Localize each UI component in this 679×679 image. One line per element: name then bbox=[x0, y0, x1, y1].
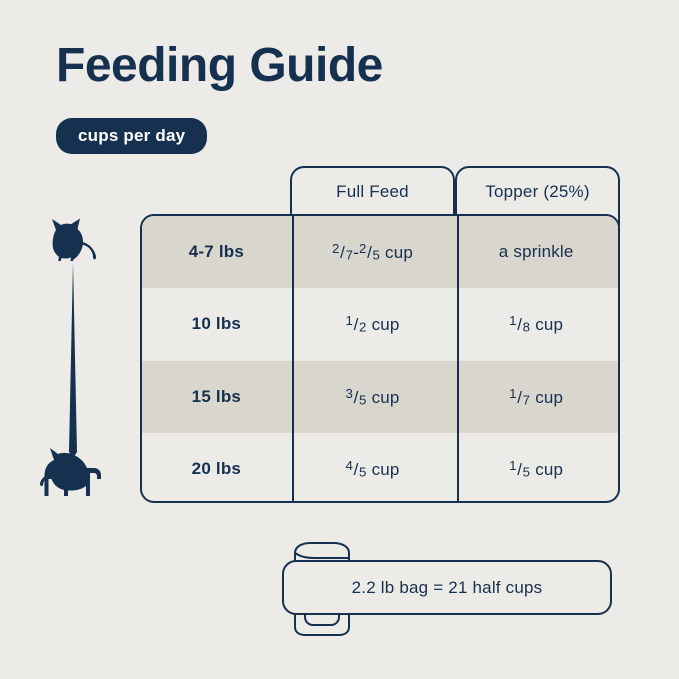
column-divider bbox=[457, 216, 459, 503]
frac-numerator: 4 bbox=[345, 457, 354, 473]
frac-unit: cup bbox=[535, 315, 564, 335]
frac-numerator: 1 bbox=[509, 385, 517, 401]
cell-topper: a sprinkle bbox=[498, 242, 574, 262]
bag-yield-text: 2.2 lb bag = 21 half cups bbox=[351, 577, 543, 597]
cell-topper: $^1/_7$ cup bbox=[509, 385, 564, 408]
frac-numerator: 2 bbox=[332, 241, 340, 257]
frac-unit: cup bbox=[371, 387, 400, 407]
cell-topper: $^1/_5$ cup bbox=[509, 457, 564, 480]
frac-unit: cup bbox=[385, 243, 414, 263]
table-row bbox=[142, 433, 618, 503]
bag-yield-note bbox=[282, 560, 612, 615]
cell-full-feed: $^2/_7-^2/_5$ cup bbox=[332, 241, 414, 263]
frac-numerator: 1 bbox=[509, 457, 517, 473]
units-badge: cups per day bbox=[56, 118, 207, 154]
cell-weight: 15 lbs bbox=[191, 386, 242, 406]
weight-scale-bar bbox=[68, 262, 78, 458]
column-header-topper-label: Topper (25%) bbox=[485, 182, 590, 201]
cell-weight: 4-7 lbs bbox=[188, 242, 244, 262]
frac-denominator: 7 bbox=[345, 247, 354, 263]
page-title: Feeding Guide bbox=[56, 39, 383, 92]
cell-full-feed: $^3/_5$ cup bbox=[345, 385, 400, 408]
frac-dash: - bbox=[353, 243, 360, 263]
frac-denominator: 5 bbox=[522, 464, 531, 480]
cell-weight: 10 lbs bbox=[191, 314, 242, 334]
frac-unit: cup bbox=[535, 459, 564, 479]
frac-unit: cup bbox=[535, 387, 564, 407]
column-header-full-feed-label: Full Feed bbox=[336, 182, 409, 201]
frac-denominator: 5 bbox=[372, 247, 381, 263]
frac-denominator: 8 bbox=[522, 319, 531, 335]
frac-numerator: 1 bbox=[345, 313, 354, 329]
cell-full-feed: $^4/_5$ cup bbox=[345, 457, 400, 480]
frac-numerator: 2 bbox=[359, 241, 367, 257]
frac-denominator: 7 bbox=[522, 392, 531, 408]
frac-denominator: 2 bbox=[359, 319, 367, 335]
frac-numerator: 3 bbox=[345, 385, 354, 401]
cell-topper: $^1/_8$ cup bbox=[509, 313, 564, 335]
frac-unit: cup bbox=[371, 315, 400, 335]
frac-denominator: 5 bbox=[359, 392, 367, 408]
table-row bbox=[142, 216, 618, 288]
cell-weight: 20 lbs bbox=[191, 458, 242, 478]
table-row bbox=[142, 361, 618, 433]
column-divider bbox=[292, 216, 294, 503]
feeding-table bbox=[140, 166, 620, 503]
cat-walking-icon bbox=[38, 446, 106, 498]
frac-denominator: 5 bbox=[359, 464, 367, 480]
table-body bbox=[140, 214, 620, 503]
cell-full-feed: $^1/_2$ cup bbox=[345, 313, 400, 335]
frac-numerator: 1 bbox=[509, 313, 517, 329]
table-row bbox=[142, 288, 618, 360]
cat-sitting-icon bbox=[46, 218, 98, 262]
frac-unit: cup bbox=[371, 459, 400, 479]
